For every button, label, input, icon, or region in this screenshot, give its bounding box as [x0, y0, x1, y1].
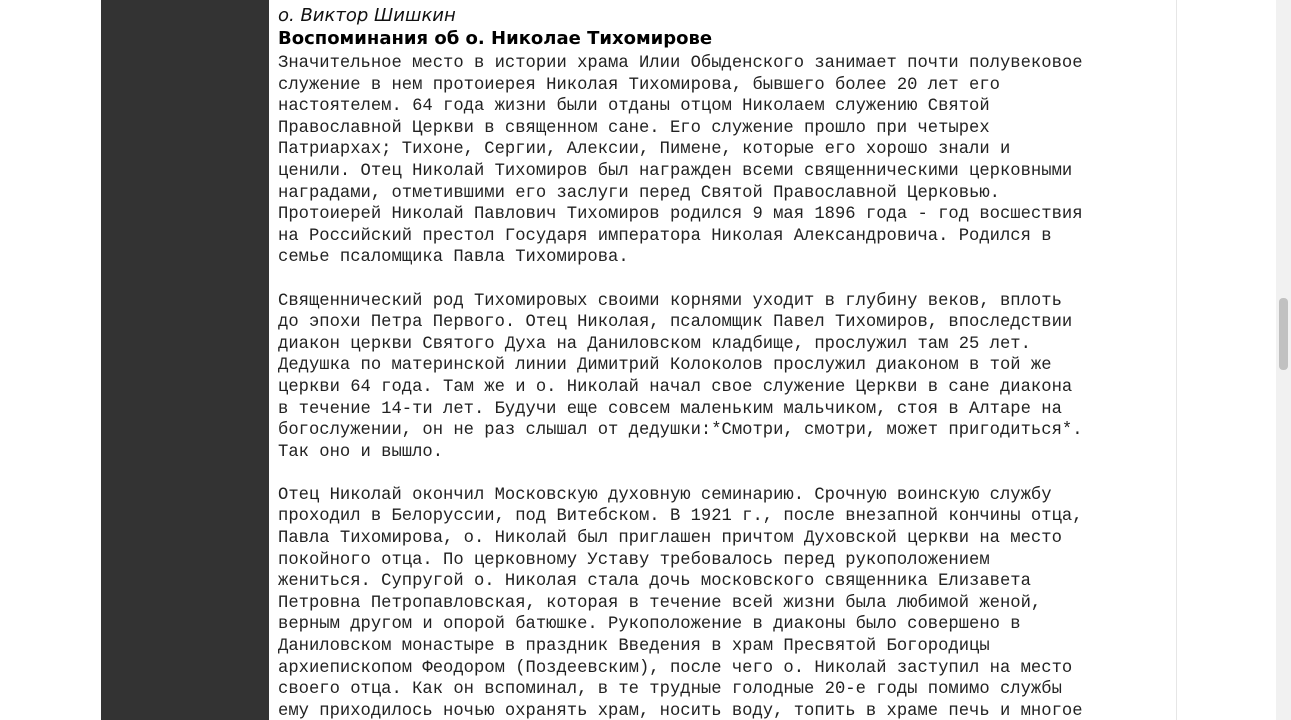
paragraph-line: Протоиерей Николай Павлович Тихомиров родился 9 мая 1896 года - год восшествия [278, 205, 1083, 225]
vertical-scrollbar[interactable] [1276, 0, 1291, 720]
paragraph-line: в течение 14-ти лет. Будучи еще совсем маленьким мальчиком, стоя в Алтаре на [278, 399, 1062, 419]
paragraph-line: служение в нем протоиерея Николая Тихомирова, бывшего более 20 лет его [278, 75, 1000, 95]
paragraph-line: Дедушка по материнской линии Димитрий Колоколов прослужил диаконом в той же [278, 356, 1052, 376]
paragraph-line: Павла Тихомирова, о. Николай был приглашен причтом Духовской церкви на место [278, 529, 1062, 549]
paragraph-line: Значительное место в истории храма Илии Обыденского занимает почти полувековое [278, 54, 1083, 73]
paragraph-line: архиепископом Феодором (Поздеевским), после чего о. Николай заступил на место [278, 658, 1073, 678]
paragraph-line: диакон церкви Святого Духа на Даниловском кладбище, прослужил там 25 лет. [278, 334, 1031, 354]
paragraph-line: богослужении, он не раз слышал от дедушки:*Смотри, смотри, может пригодиться*. [278, 421, 1083, 441]
paragraph-line: жениться. Супругой о. Николая стала дочь московского священника Елизавета [278, 572, 1031, 592]
paragraph-line: Священнический род Тихомировых своими корнями уходит в глубину веков, вплоть [278, 291, 1062, 311]
paragraph-line: Православной Церкви в священном сане. Его служение прошло при четырех [278, 118, 990, 138]
paragraph-line: до эпохи Петра Первого. Отец Николая, псаломщик Павел Тихомиров, впоследствии [278, 313, 1073, 333]
paragraph-line: наградами, отметившими его заслуги перед Святой Православной Церковью. [278, 183, 1000, 203]
article-title: Воспоминания об о. Николае Тихомирове [278, 28, 713, 49]
left-sidebar [101, 0, 269, 720]
article-paragraph [278, 291, 1173, 464]
paragraph-line: покойного отца. По церковному Уставу требовалось перед рукоположением [278, 550, 990, 570]
paragraph-line: Даниловском монастыре в праздник Введения в храм Пресвятой Богородицы [278, 637, 990, 657]
paragraph-line: ценили. Отец Николай Тихомиров был награжден всеми священническими церковными [278, 161, 1073, 181]
article-content [278, 4, 1173, 720]
page-edge-divider [1176, 0, 1177, 720]
paragraph-line: ему приходилось ночью охранять храм, носить воду, топить в храме печь и многое [278, 701, 1083, 720]
article-body [278, 53, 1173, 720]
paragraph-line: Петровна Петропавловская, которая в течение всей жизни была любимой женой, [278, 593, 1042, 613]
article-author: о. Виктор Шишкин [278, 5, 456, 26]
paragraph-line: Так оно и вышло. [278, 442, 444, 462]
scrollbar-thumb[interactable] [1279, 298, 1288, 370]
paragraph-line: своего отца. Как он вспоминал, в те трудные голодные 20-е годы помимо службы [278, 680, 1062, 700]
paragraph-line: настоятелем. 64 года жизни были отданы отцом Николаем служению Святой [278, 97, 990, 117]
paragraph-line: семье псаломщика Павла Тихомирова. [278, 248, 629, 268]
paragraph-line: на Российский престол Государя императора Николая Александровича. Родился в [278, 226, 1052, 246]
paragraph-line: Отец Николай окончил Московскую духовную семинарию. Срочную воинскую службу [278, 485, 1052, 505]
paragraph-line: церкви 64 года. Там же и о. Николай начал свое служение Церкви в сане диакона [278, 377, 1073, 397]
paragraph-line: проходил в Белоруссии, под Витебском. В 1921 г., после внезапной кончины отца, [278, 507, 1083, 527]
article-paragraph [278, 485, 1173, 720]
article-paragraph [278, 53, 1173, 269]
paragraph-line: верным другом и опорой батюшке. Рукоположение в диаконы было совершено в [278, 615, 1021, 635]
paragraph-line: Патриархах; Тихоне, Сергии, Алексии, Пимене, которые его хорошо знали и [278, 140, 1011, 160]
